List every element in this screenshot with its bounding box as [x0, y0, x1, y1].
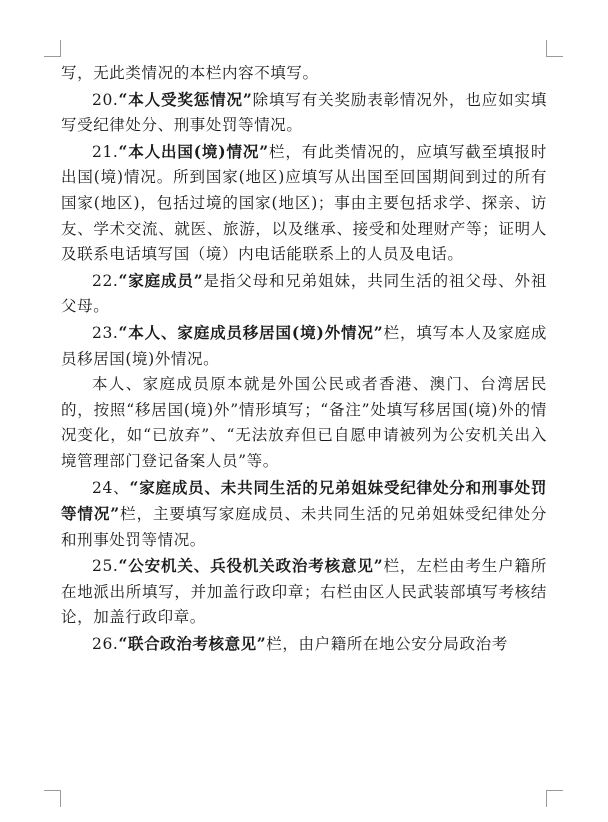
item-heading: “本人、家庭成员移居国(境)外情况” — [118, 322, 384, 342]
paragraph-item-26 — [61, 631, 547, 658]
item-heading: “家庭成员、未共同生活的兄弟姐妹受纪律处分和刑事处罚等情况” — [61, 477, 547, 524]
paragraph-text: 栏，左栏由考生户籍所在地派出所填写，并加盖行政印章；右栏由区人民武装部填写考核结论，加盖行政印章。 — [61, 557, 547, 627]
paragraph-item-23-detail — [61, 372, 547, 474]
paragraph-item-21 — [61, 139, 547, 268]
item-number: 25. — [92, 557, 119, 576]
paragraph-item-22 — [61, 268, 547, 320]
paragraph-text: 栏，主要填写家庭成员、未共同生活的兄弟姐妹受纪律处分和刑事处罚等情况。 — [61, 505, 547, 549]
item-number: 21. — [92, 142, 119, 161]
crop-mark-bottom-left — [44, 790, 61, 807]
item-number: 22. — [92, 271, 119, 290]
item-number: 24、 — [92, 478, 130, 497]
paragraph-item-20 — [61, 87, 547, 139]
item-number: 20. — [92, 90, 119, 109]
paragraph-text: 栏，有此类情况的，应填写截至填报时出国(境)情况。所到国家(地区)应填写从出国至回国期间到过的所有国家(地区)，包括过境的国家(地区)；事由主要包括求学、探亲、访友、学术交流、就医、旅游，以及继承、接受和处理财产等；证明人及联系电话填写国（境）内电话能联系上的人员及电话。 — [61, 142, 547, 264]
item-number: 23. — [92, 323, 119, 342]
paragraph-item-24 — [61, 475, 547, 554]
paragraph-item-23 — [61, 320, 547, 372]
paragraph-item-25 — [61, 553, 547, 631]
item-number: 26. — [92, 635, 119, 654]
item-heading: “本人出国(境)情况” — [118, 141, 269, 161]
crop-mark-bottom-right — [546, 790, 563, 807]
paragraph-continuation — [61, 61, 547, 87]
item-heading: “本人受奖惩情况” — [118, 89, 253, 109]
item-heading: “联合政治考核意见” — [118, 634, 267, 654]
item-heading: “公安机关、兵役机关政治考核意见” — [118, 556, 384, 576]
paragraph-text: 本人、家庭成员原本就是外国公民或者香港、澳门、台湾居民的，按照“移居国(境)外”情形填写；“备注”处填写移居国(境)外的情况变化，如“已放弃”、“无法放弃但已自愿申请被列为公安机关出入境管理部门登记备案人员”等。 — [61, 375, 547, 470]
paragraph-text: 写，无此类情况的本栏内容不填写。 — [61, 64, 319, 82]
paragraph-text: 栏，填写本人及家庭成员移居国(境)外情况。 — [61, 323, 547, 368]
crop-mark-top-right — [546, 40, 563, 57]
paragraph-text: 除填写有关奖励表彰情况外，也应如实填写受纪律处分、刑事处罚等情况。 — [61, 90, 547, 135]
paragraph-text: 是指父母和兄弟姐妹，共同生活的祖父母、外祖父母。 — [61, 271, 547, 316]
crop-mark-top-left — [44, 40, 61, 57]
item-heading: “家庭成员” — [118, 270, 204, 290]
document-body — [61, 61, 547, 658]
paragraph-text: 栏，由户籍所在地公安分局政治考 — [266, 635, 508, 654]
